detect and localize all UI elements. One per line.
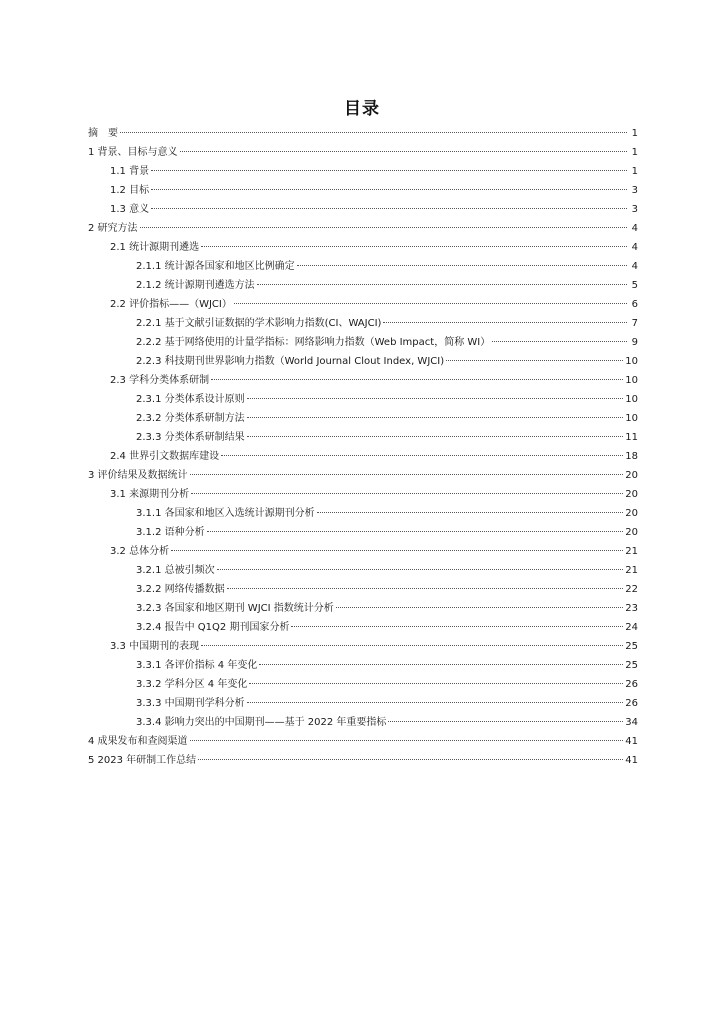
toc-entry[interactable] — [88, 656, 638, 675]
toc-entry[interactable] — [88, 162, 638, 181]
dot-leader — [140, 227, 627, 228]
dot-leader — [383, 322, 627, 323]
toc-entry[interactable] — [88, 333, 638, 352]
toc-entry-label: 1.1 背景 — [110, 166, 150, 177]
toc-entry-page-number: 1 — [631, 147, 638, 158]
toc-entry-label: 3.2 总体分析 — [110, 546, 170, 557]
dot-leader — [227, 588, 624, 589]
toc-entry[interactable] — [88, 713, 638, 732]
toc-title: 目录 — [344, 99, 380, 119]
toc-entry-page-number: 3 — [631, 185, 638, 196]
toc-entry[interactable] — [88, 428, 638, 447]
toc-entry-label: 4 成果发布和查阅渠道 — [88, 736, 188, 747]
toc-entry-page-number: 4 — [631, 242, 638, 253]
toc-entry[interactable] — [88, 732, 638, 751]
toc-entry-page-number: 11 — [625, 432, 638, 443]
toc-entry-label: 3.3 中国期刊的表现 — [110, 641, 200, 652]
toc-entry[interactable] — [88, 390, 638, 409]
toc-entry-page-number: 10 — [625, 356, 638, 367]
toc-entry-page-number: 10 — [625, 413, 638, 424]
toc-entry-page-number: 26 — [625, 698, 638, 709]
dot-leader — [492, 341, 627, 342]
toc-entry-label: 3 评价结果及数据统计 — [88, 470, 188, 481]
dot-leader — [291, 626, 623, 627]
dot-leader — [190, 740, 624, 741]
toc-entry[interactable] — [88, 637, 638, 656]
toc-entry-label: 3.1.2 语种分析 — [136, 527, 205, 538]
dot-leader — [247, 702, 624, 703]
toc-entry[interactable] — [88, 580, 638, 599]
toc-entry-label: 2 研究方法 — [88, 223, 138, 234]
dot-leader — [234, 303, 627, 304]
dot-leader — [336, 607, 624, 608]
toc-entry-page-number: 23 — [625, 603, 638, 614]
dot-leader — [201, 645, 623, 646]
toc-entry[interactable] — [88, 257, 638, 276]
toc-entry-label: 2.2 评价指标——（WJCI） — [110, 299, 232, 310]
toc-entry-page-number: 22 — [625, 584, 638, 595]
dot-leader — [191, 493, 623, 494]
toc-entry[interactable] — [88, 751, 638, 770]
toc-entry-label: 3.2.3 各国家和地区期刊 WJCI 指数统计分析 — [136, 603, 334, 614]
dot-leader — [180, 151, 627, 152]
toc-entry-page-number: 4 — [631, 223, 638, 234]
toc-entry[interactable] — [88, 295, 638, 314]
toc-entry-page-number: 20 — [625, 489, 638, 500]
toc-entry[interactable] — [88, 371, 638, 390]
toc-entry[interactable] — [88, 561, 638, 580]
toc-entry-page-number: 1 — [631, 128, 638, 139]
dot-leader — [190, 474, 624, 475]
toc-entry-page-number: 21 — [625, 546, 638, 557]
table-of-contents — [88, 124, 638, 770]
dot-leader — [446, 360, 623, 361]
toc-entry[interactable] — [88, 314, 638, 333]
dot-leader — [211, 379, 623, 380]
toc-entry-label: 2.2.1 基于文献引证数据的学术影响力指数(CI、WAJCI) — [136, 318, 382, 329]
dot-leader — [207, 531, 624, 532]
toc-entry[interactable] — [88, 466, 638, 485]
dot-leader — [388, 721, 623, 722]
toc-entry-page-number: 24 — [625, 622, 638, 633]
toc-entry-page-number: 1 — [631, 166, 638, 177]
toc-entry-page-number: 41 — [625, 755, 638, 766]
toc-entry[interactable] — [88, 447, 638, 466]
toc-entry-page-number: 10 — [625, 375, 638, 386]
toc-entry[interactable] — [88, 143, 638, 162]
toc-entry-label: 2.1 统计源期刊遴选 — [110, 242, 200, 253]
toc-entry-label: 3.2.2 网络传播数据 — [136, 584, 225, 595]
dot-leader — [120, 132, 627, 133]
toc-entry-label: 3.3.4 影响力突出的中国期刊——基于 2022 年重要指标 — [136, 717, 387, 728]
toc-entry[interactable] — [88, 352, 638, 371]
toc-entry-label: 摘 要 — [88, 128, 118, 139]
toc-entry-label: 3.3.1 各评价指标 4 年变化 — [136, 660, 258, 671]
toc-entry-page-number: 20 — [625, 508, 638, 519]
dot-leader — [257, 284, 627, 285]
toc-entry-page-number: 20 — [625, 527, 638, 538]
toc-entry-page-number: 41 — [625, 736, 638, 747]
toc-entry[interactable] — [88, 124, 638, 143]
toc-entry-label: 2.3.1 分类体系设计原则 — [136, 394, 245, 405]
toc-entry-label: 2.2.2 基于网络使用的计量学指标：网络影响力指数（Web Impact，简称 WI） — [136, 337, 491, 348]
dot-leader — [217, 569, 624, 570]
toc-entry[interactable] — [88, 276, 638, 295]
toc-entry-page-number: 5 — [631, 280, 638, 291]
toc-entry-label: 2.2.3 科技期刊世界影响力指数（World Journal Clout Index, WJCI) — [136, 356, 445, 367]
dot-leader — [201, 246, 627, 247]
dot-leader — [151, 170, 627, 171]
toc-entry-page-number: 10 — [625, 394, 638, 405]
toc-entry-page-number: 4 — [631, 261, 638, 272]
toc-entry-label: 3.3.3 中国期刊学科分析 — [136, 698, 245, 709]
dot-leader — [247, 436, 624, 437]
dot-leader — [221, 455, 623, 456]
toc-entry[interactable] — [88, 599, 638, 618]
toc-entry[interactable] — [88, 181, 638, 200]
toc-entry-label: 3.1.1 各国家和地区入选统计源期刊分析 — [136, 508, 315, 519]
toc-entry-label: 3.2.1 总被引频次 — [136, 565, 215, 576]
toc-entry-page-number: 21 — [625, 565, 638, 576]
toc-entry-label: 2.3 学科分类体系研制 — [110, 375, 210, 386]
toc-entry-label: 1 背景、目标与意义 — [88, 147, 178, 158]
dot-leader — [151, 208, 627, 209]
dot-leader — [171, 550, 623, 551]
toc-entry[interactable] — [88, 485, 638, 504]
dot-leader — [297, 265, 627, 266]
toc-entry-page-number: 25 — [625, 641, 638, 652]
toc-entry-page-number: 6 — [631, 299, 638, 310]
toc-entry[interactable] — [88, 504, 638, 523]
toc-entry-page-number: 25 — [625, 660, 638, 671]
toc-entry-label: 3.2.4 报告中 Q1Q2 期刊国家分析 — [136, 622, 290, 633]
dot-leader — [247, 398, 624, 399]
toc-entry[interactable] — [88, 238, 638, 257]
toc-entry-label: 2.3.3 分类体系研制结果 — [136, 432, 245, 443]
toc-entry-page-number: 9 — [631, 337, 638, 348]
toc-entry-page-number: 7 — [631, 318, 638, 329]
toc-entry-page-number: 3 — [631, 204, 638, 215]
toc-entry[interactable] — [88, 523, 638, 542]
toc-entry-label: 5 2023 年研制工作总结 — [88, 755, 197, 766]
toc-entry-page-number: 20 — [625, 470, 638, 481]
dot-leader — [249, 683, 623, 684]
toc-entry[interactable] — [88, 694, 638, 713]
dot-leader — [151, 189, 627, 190]
dot-leader — [317, 512, 624, 513]
toc-entry-label: 2.4 世界引文数据库建设 — [110, 451, 220, 462]
toc-entry[interactable] — [88, 542, 638, 561]
toc-entry-label: 1.3 意义 — [110, 204, 150, 215]
toc-entry[interactable] — [88, 200, 638, 219]
dot-leader — [259, 664, 623, 665]
toc-entry-page-number: 34 — [625, 717, 638, 728]
toc-entry-page-number: 26 — [625, 679, 638, 690]
toc-entry-label: 2.3.2 分类体系研制方法 — [136, 413, 245, 424]
toc-entry[interactable] — [88, 618, 638, 637]
toc-entry-label: 1.2 目标 — [110, 185, 150, 196]
toc-entry[interactable] — [88, 675, 638, 694]
dot-leader — [247, 417, 624, 418]
toc-entry-label: 2.1.2 统计源期刊遴选方法 — [136, 280, 255, 291]
toc-entry-label: 3.1 来源期刊分析 — [110, 489, 190, 500]
toc-entry-label: 2.1.1 统计源各国家和地区比例确定 — [136, 261, 295, 272]
dot-leader — [198, 759, 623, 760]
toc-entry[interactable] — [88, 409, 638, 428]
toc-entry-label: 3.3.2 学科分区 4 年变化 — [136, 679, 248, 690]
toc-entry[interactable] — [88, 219, 638, 238]
toc-entry-page-number: 18 — [625, 451, 638, 462]
